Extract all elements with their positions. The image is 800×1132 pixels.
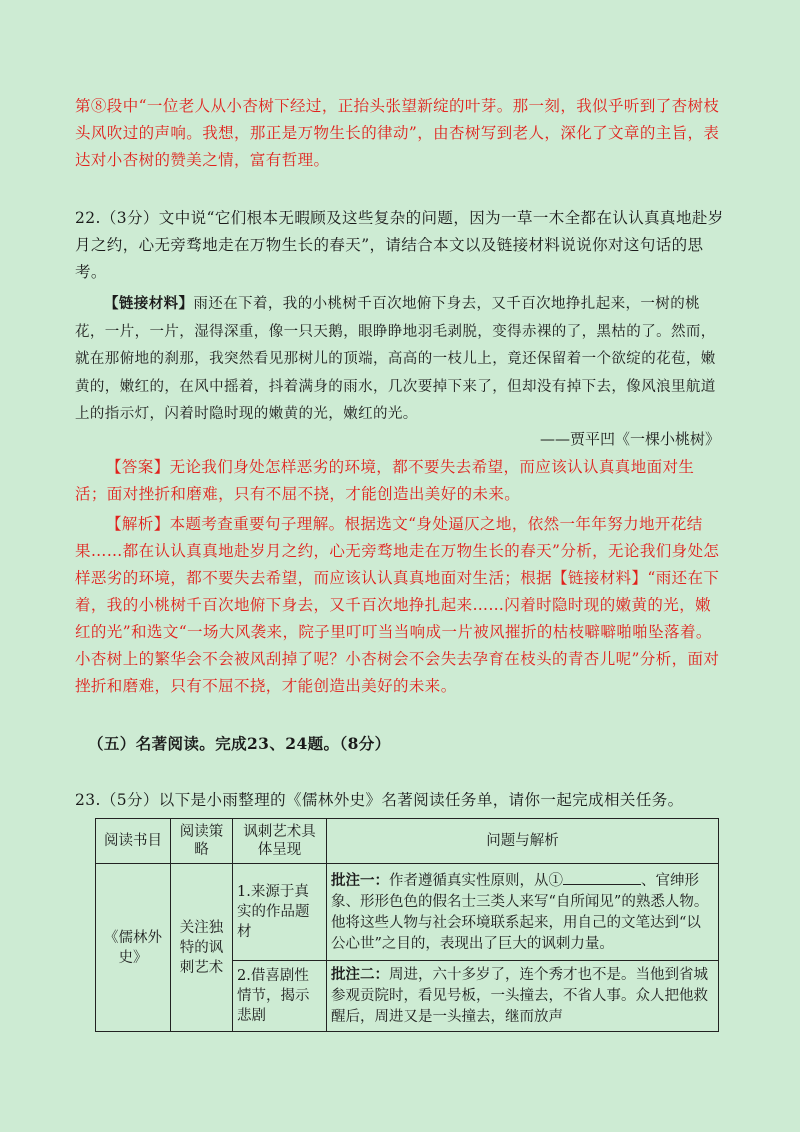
cell-art-1: 1.来源于真实的作品题材 xyxy=(233,864,327,961)
cell-book: 《儒林外史》 xyxy=(96,864,171,1032)
header-book: 阅读书目 xyxy=(96,819,171,864)
question-22: 22.（3分）文中说“它们根本无暇顾及这些复杂的问题，因为一草一木全都在认认真真地赴岁月之约，心无旁骛地走在万物生长的春天”，请结合本文以及链接材料说说你对这句话的思考。 xyxy=(75,209,724,281)
analysis-22: 【解析】本题考查重要句子理解。根据选文“身处逼仄之地，依然一年年努力地开花结果……都在认认真真地赴岁月之约，心无旁骛地走在万物生长的春天”分析，无论我们身处怎样恶劣的环境，都不要失去希望，而应该认认真真地面对生活；根据【链接材料】“雨还在下着，我的小桃树千百次地俯下身去，又千百次地挣扎起来……闪着时隐时现的嫩黄的光，嫩红的光”和选文“一场大风袭来，院子里叮叮当当响成一片被风摧折的枯枝噼噼啪啪坠落着。小杏树上的繁华会不会被风刮掉了呢？小杏树会不会失去孕育在枝头的青杏儿呢”分析，面对挫折和磨难，只有不屈不挠，才能创造出美好的未来。 xyxy=(75,515,720,695)
question-23: 23.（5分）以下是小雨整理的《儒林外史》名著阅读任务单，请你一起完成相关任务。 xyxy=(75,791,684,809)
link-material-text: 雨还在下着，我的小桃树千百次地俯下身去，又千百次地挣扎起来，一树的桃花，一片，一片，湿得深重，像一只天鹅，眼睁睁地羽毛剥脱，变得赤裸的了，黑枯的了。然而，就在那俯地的刹那，我突然看见那树儿的顶端，高高的一枝儿上，竟还保留着一个欲绽的花苞，嫩黄的，嫩红的，在风中摇着，抖着满身的雨水，几次要掉下来了，但却没有掉下去，像风浪里航道上的指示灯，闪着时隐时现的嫩黄的光，嫩红的光。 xyxy=(75,296,716,423)
answer-22: 【答案】无论我们身处怎样恶劣的环境，都不要失去希望，而应该认认真真地面对生活；面对挫折和磨难，只有不屈不挠，才能创造出美好的未来。 xyxy=(75,458,695,503)
cell-art-2: 2.借喜剧性情节，揭示悲剧 xyxy=(233,961,327,1032)
section-5-heading: （五）名著阅读。完成23、24题。（8分） xyxy=(88,734,391,753)
header-satire-art: 讽刺艺术具体呈现 xyxy=(233,819,327,864)
note-1-post: 、官绅形象、形形色色的假名士三类人来写“自所闻见”的熟悉人物。他将这些人物与社会环境联系起来，用自己的文笔达到“以公心世”之目的，表现出了巨大的讽刺力量。 xyxy=(331,872,709,952)
note-1-pre: 作者遵循真实性原则，从① xyxy=(389,872,563,889)
note-2-text: 周进，六十多岁了，连个秀才也不是。当他到省城参观贡院时，看见号板，一头撞去，不省人事。众人把他救醒后，周进又是一头撞去，继而放声 xyxy=(331,967,708,1025)
answer-blank-1[interactable] xyxy=(563,870,641,885)
note-2-label: 批注二： xyxy=(331,966,389,983)
note-1-label: 批注一： xyxy=(331,871,389,889)
reading-task-table xyxy=(95,818,719,1032)
header-question-analysis: 问题与解析 xyxy=(327,819,719,864)
cell-note-2 xyxy=(327,961,719,1032)
link-material xyxy=(75,290,725,429)
answer-paragraph-q21: 第⑧段中“一位老人从小杏树下经过，正抬头张望新绽的叶芽。那一刻，我似乎听到了杏树枝头风吹过的声响。我想，那正是万物生长的律动”，由杏树写到老人，深化了文章的主旨，表达对小杏树的赞美之情，富有哲理。 xyxy=(75,97,720,169)
table-header-row xyxy=(96,819,719,864)
link-material-label: 【链接材料】 xyxy=(104,295,194,312)
header-strategy: 阅读策略 xyxy=(171,819,233,864)
cell-strategy: 关注独特的讽刺艺术 xyxy=(171,864,233,1032)
cell-note-1 xyxy=(327,864,719,961)
link-material-source: ——贾平凹《一棵小桃树》 xyxy=(539,430,720,448)
table-row xyxy=(96,864,719,961)
